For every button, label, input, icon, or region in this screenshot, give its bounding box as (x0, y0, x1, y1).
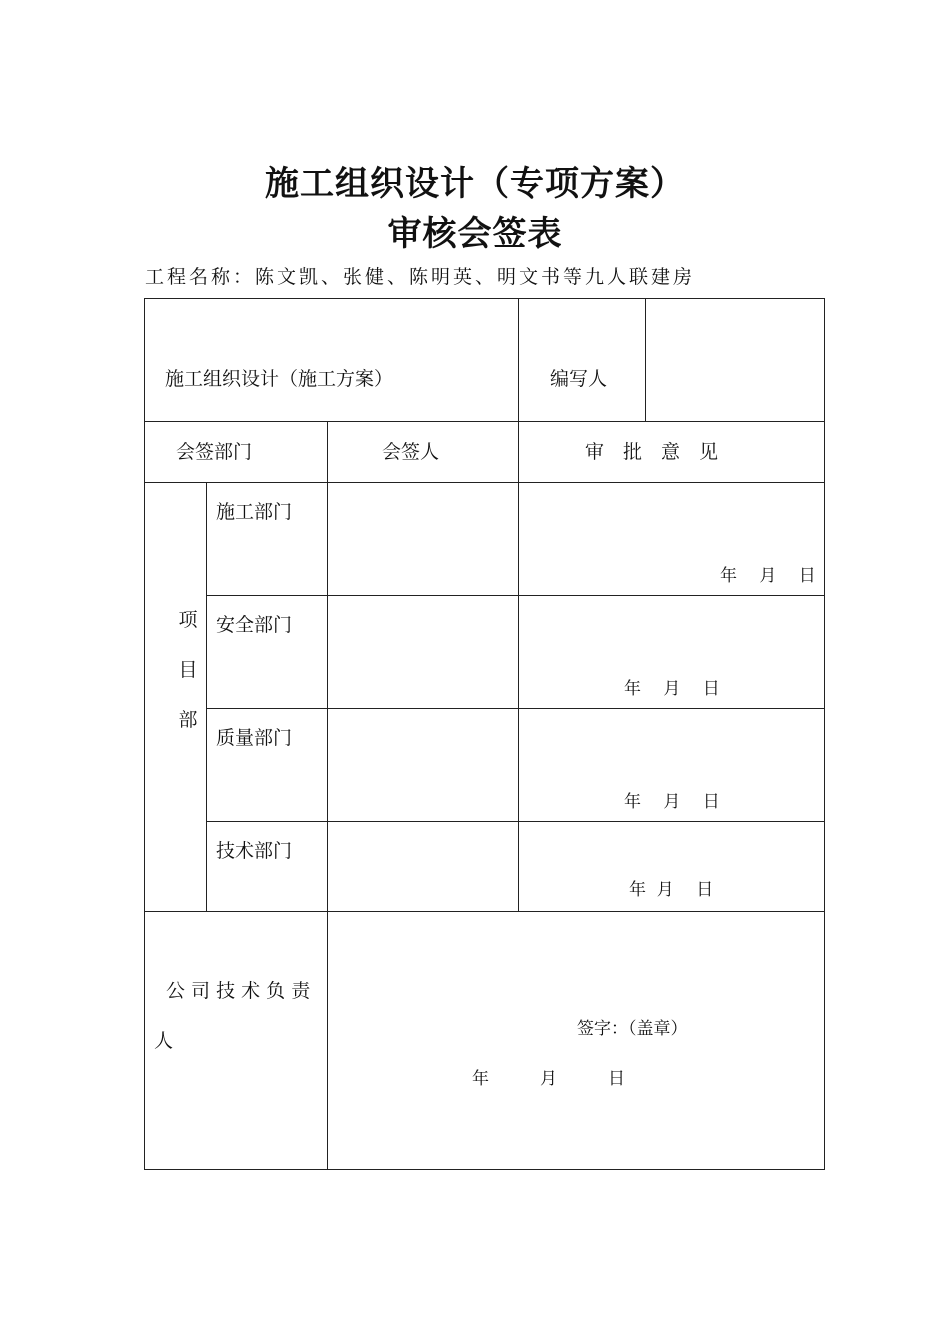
signer-field[interactable] (328, 822, 518, 911)
company-label-line1: 公 司 技 术 负 责 (166, 980, 311, 1002)
date-line: 年 月 日 (624, 792, 720, 812)
header-signer: 会签人 (382, 441, 440, 463)
group-char: 目 (178, 659, 198, 681)
date-line: 年 月 日 (720, 566, 816, 586)
signer-field[interactable] (328, 596, 518, 708)
company-sign-field[interactable] (328, 912, 824, 1169)
dept-quality: 质量部门 (216, 727, 293, 749)
dept-technical: 技术部门 (216, 840, 293, 862)
header-opinion: 审 批 意 见 (585, 441, 719, 463)
project-name: 工程名称：陈文凯、张健、陈明英、明文书等九人联建房 (145, 266, 696, 288)
group-char: 项 (178, 609, 198, 631)
header-dept: 会签部门 (176, 441, 253, 463)
date-line: 年 月 日 (624, 679, 720, 699)
doc-title-line2: 审核会签表 (387, 214, 563, 254)
dept-construction: 施工部门 (216, 501, 293, 523)
dept-safety: 安全部门 (216, 614, 293, 636)
author-field[interactable] (646, 299, 824, 421)
plan-label: 施工组织设计（施工方案） (165, 368, 394, 390)
row-divider (144, 421, 825, 422)
date-line: 年 月 日 (629, 880, 714, 900)
doc-title-line1: 施工组织设计（专项方案） (265, 164, 685, 204)
signer-field[interactable] (328, 709, 518, 821)
signer-field[interactable] (328, 483, 518, 595)
company-date-line: 年 月 日 (472, 1069, 625, 1089)
sign-seal-label: 签字：（盖章） (577, 1019, 688, 1039)
project-dept-group-label (178, 595, 198, 745)
column-divider (206, 482, 207, 911)
group-char: 部 (178, 709, 198, 731)
author-label: 编写人 (550, 368, 608, 390)
company-label-line2: 人 (154, 1030, 174, 1052)
